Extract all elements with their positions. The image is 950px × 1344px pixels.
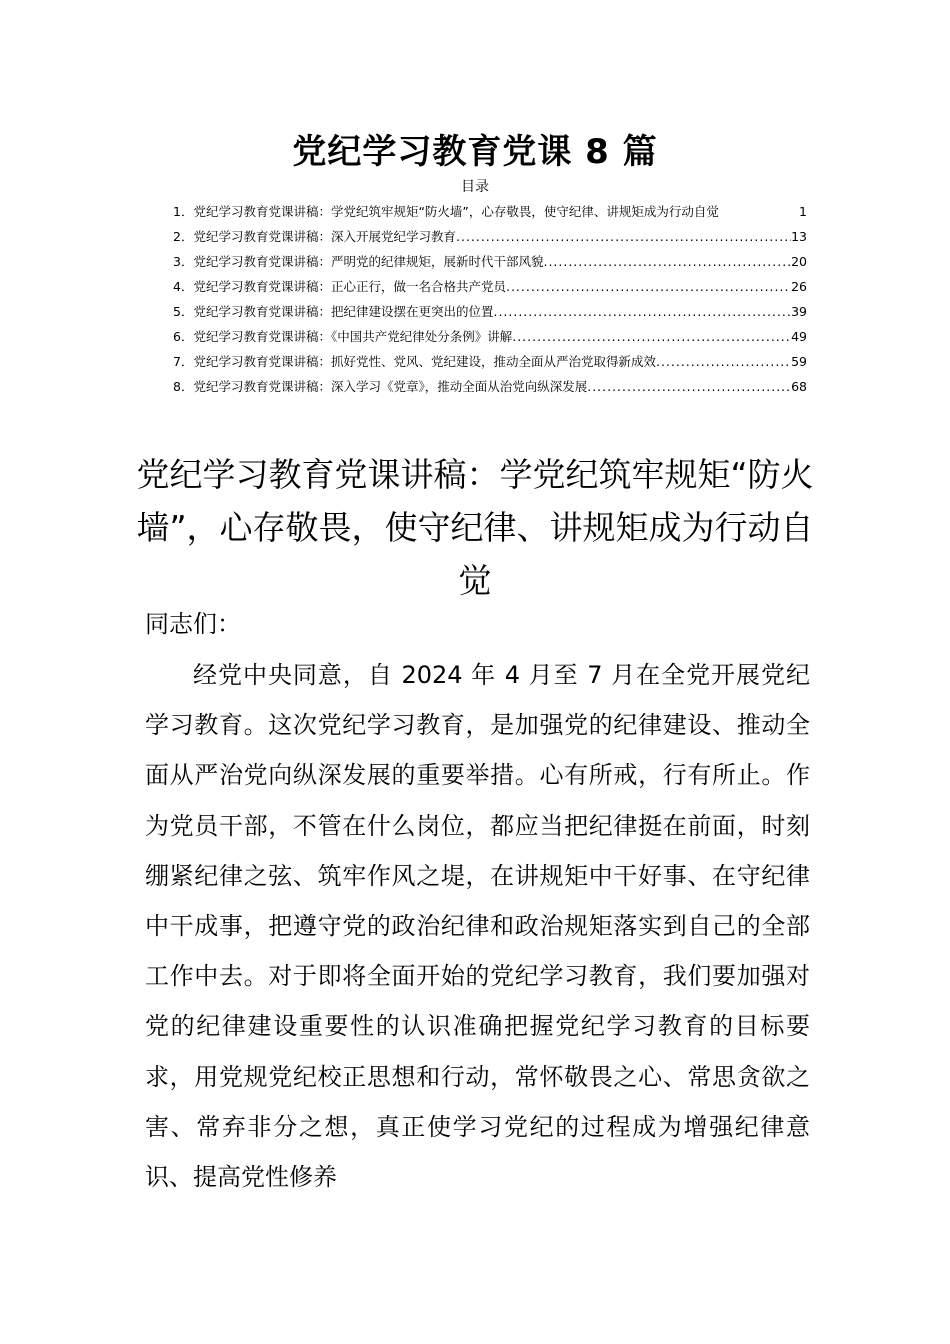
toc-entry-page: 39 [791, 304, 807, 319]
toc-entry-page: 26 [791, 279, 807, 294]
toc-entry-page: 13 [791, 229, 807, 244]
toc-entry[interactable] [173, 277, 807, 302]
toc-leader [512, 327, 791, 347]
toc-leader [456, 227, 791, 247]
toc-entry-text: 6．党纪学习教育党课讲稿：《中国共产党纪律处分条例》讲解 [173, 329, 513, 344]
toc-entry[interactable] [173, 202, 807, 227]
toc-entry-text: 2．党纪学习教育党课讲稿：深入开展党纪学习教育 [173, 229, 456, 244]
document-title: 党纪学习教育党课 8 篇 [292, 132, 658, 172]
toc-entry-page: 49 [791, 329, 807, 344]
body-paragraph: 经党中央同意，自 2024 年 4 月至 7 月在全党开展党纪学习教育。这次党纪学习教育，是加强党的纪律建设、推动全面从严治党向纵深发展的重要举措。心有所戒，行有所止。作为党员干部，不管在什么岗位，都应当把纪律挺在前面，时刻绷紧纪律之弦、筑牢作风之堤，在讲规矩中干好事、在守纪律中干成事，把遵守党的政治纪律和政治规矩落实到自己的全部工作中去。对于即将全面开始的党纪学习教育，我们要加强对党的纪律建设重要性的认识准确把握党纪学习教育的目标要求，用党规党纪校正思想和行动，常怀敬畏之心、常思贪欲之害、常弃非分之想，真正使学习党纪的过程成为增强纪律意识、提高党性修养 [145, 661, 810, 1192]
toc-entry-text: 1．党纪学习教育党课讲稿：学党纪筑牢规矩“防火墙”，心存敬畏，使守纪律、讲规矩成为行动自觉 [173, 204, 719, 219]
toc-leader [587, 377, 791, 397]
toc-entry-page: 1 [799, 204, 807, 219]
toc-entry-text: 5．党纪学习教育党课讲稿：把纪律建设摆在更突出的位置 [173, 304, 494, 319]
toc-entry[interactable] [173, 327, 807, 352]
greeting: 同志们： [145, 610, 241, 638]
toc-entry-text: 8．党纪学习教育党课讲稿：深入学习《党章》，推动全面从治党向纵深发展 [173, 379, 588, 394]
toc-leader [543, 252, 791, 272]
toc-heading: 目录 [461, 179, 489, 195]
toc-entry-page: 59 [791, 354, 807, 369]
toc-entry[interactable] [173, 252, 807, 277]
article-title: 党纪学习教育党课讲稿：学党纪筑牢规矩“防火墙”，心存敬畏，使守纪律、讲规矩成为行动自觉 [136, 455, 814, 600]
toc-entry-page: 20 [791, 254, 807, 269]
toc-leader [656, 352, 791, 372]
toc-leader [506, 277, 791, 297]
toc-entry-text: 3．党纪学习教育党课讲稿：严明党的纪律规矩，展新时代干部风貌 [173, 254, 544, 269]
toc-entry-text: 7．党纪学习教育党课讲稿：抓好党性、党风、党纪建设，推动全面从严治党取得新成效 [173, 354, 656, 369]
table-of-contents [173, 202, 807, 402]
toc-entry[interactable] [173, 227, 807, 252]
toc-entry[interactable] [173, 302, 807, 327]
toc-entry-page: 68 [791, 379, 807, 394]
toc-entry[interactable] [173, 377, 807, 402]
toc-entry[interactable] [173, 352, 807, 377]
toc-entry-text: 4．党纪学习教育党课讲稿：正心正行，做一名合格共产党员 [173, 279, 506, 294]
toc-leader [493, 302, 791, 322]
